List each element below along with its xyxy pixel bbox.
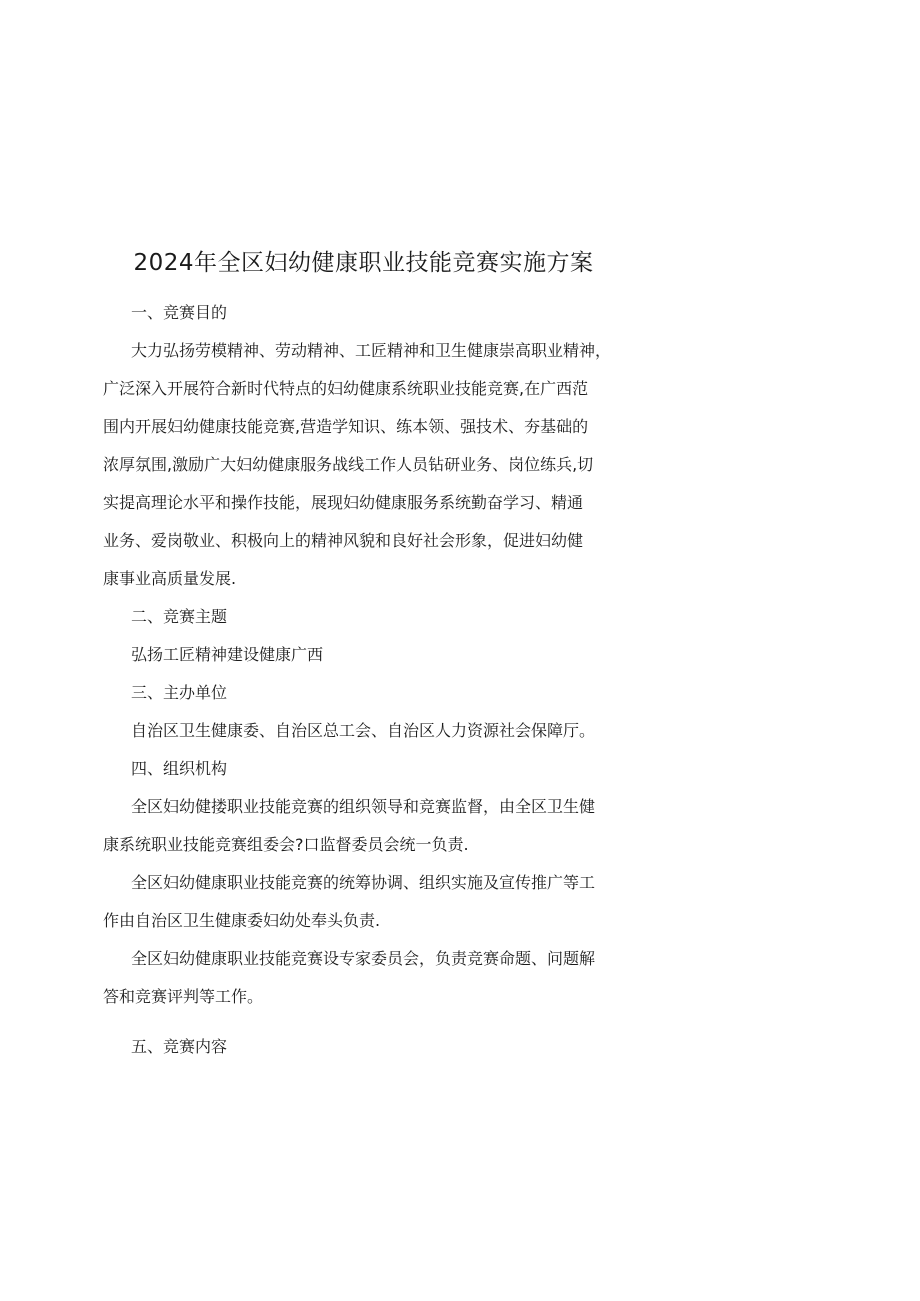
paragraph-line: 答和竞赛评判等工作。 <box>103 987 264 1006</box>
paragraph-line: 实提高理论水平和操作技能，展现妇幼健康服务系统勤奋学习、精通 <box>103 493 584 512</box>
paragraph-line: 弘扬工匠精神建设健康广西 <box>131 645 324 664</box>
paragraph-line: 全区妇幼健康职业技能竞赛的统筹协调、组织实施及宣传推广等工 <box>131 873 596 892</box>
document-body <box>103 294 627 1066</box>
section-heading-organizers: 三、主办单位 <box>131 683 228 702</box>
section-heading-organization: 四、组织机构 <box>131 759 228 778</box>
paragraph-line: 全区妇幼健搂职业技能竞赛的组织领导和竞赛监督，由全区卫生健 <box>131 797 596 816</box>
paragraph-line: 业务、爱岗敬业、积极向上的精神风貌和良好社会形象，促进妇幼健 <box>103 531 584 550</box>
section-heading-theme: 二、竞赛主题 <box>131 607 228 626</box>
paragraph-line: 自治区卫生健康委、自治区总工会、自治区人力资源社会保障厅。 <box>131 721 596 740</box>
paragraph-line: 围内开展妇幼健康技能竞赛,营造学知识、练本领、强技术、夯基础的 <box>103 417 589 436</box>
paragraph-line: 浓厚氛围,激励广大妇幼健康服务战线工作人员钻研业务、岗位练兵,切 <box>103 455 594 474</box>
spacer <box>103 1016 627 1028</box>
paragraph-line: 作由自治区卫生健康委妇幼处奉头负责. <box>103 911 381 930</box>
section-heading-purpose: 一、竞赛目的 <box>131 303 228 322</box>
paragraph-line: 康系统职业技能竞赛组委会?口监督委员会统一负责. <box>103 835 469 854</box>
document-title: 2024年全区妇幼健康职业技能竞赛实施方案 <box>133 250 594 276</box>
section-heading-content: 五、竞赛内容 <box>131 1037 228 1056</box>
paragraph-line: 大力弘扬劳模精神、劳动精神、工匠精神和卫生健康崇高职业精神， <box>131 341 612 360</box>
paragraph-line: 康事业高质量发展. <box>103 569 237 588</box>
paragraph-line: 全区妇幼健康职业技能竞赛设专家委员会，负责竞赛命题、问题解 <box>131 949 596 968</box>
paragraph-line: 广泛深入开展符合新时代特点的妇幼健康系统职业技能竞赛,在广西范 <box>103 379 589 398</box>
